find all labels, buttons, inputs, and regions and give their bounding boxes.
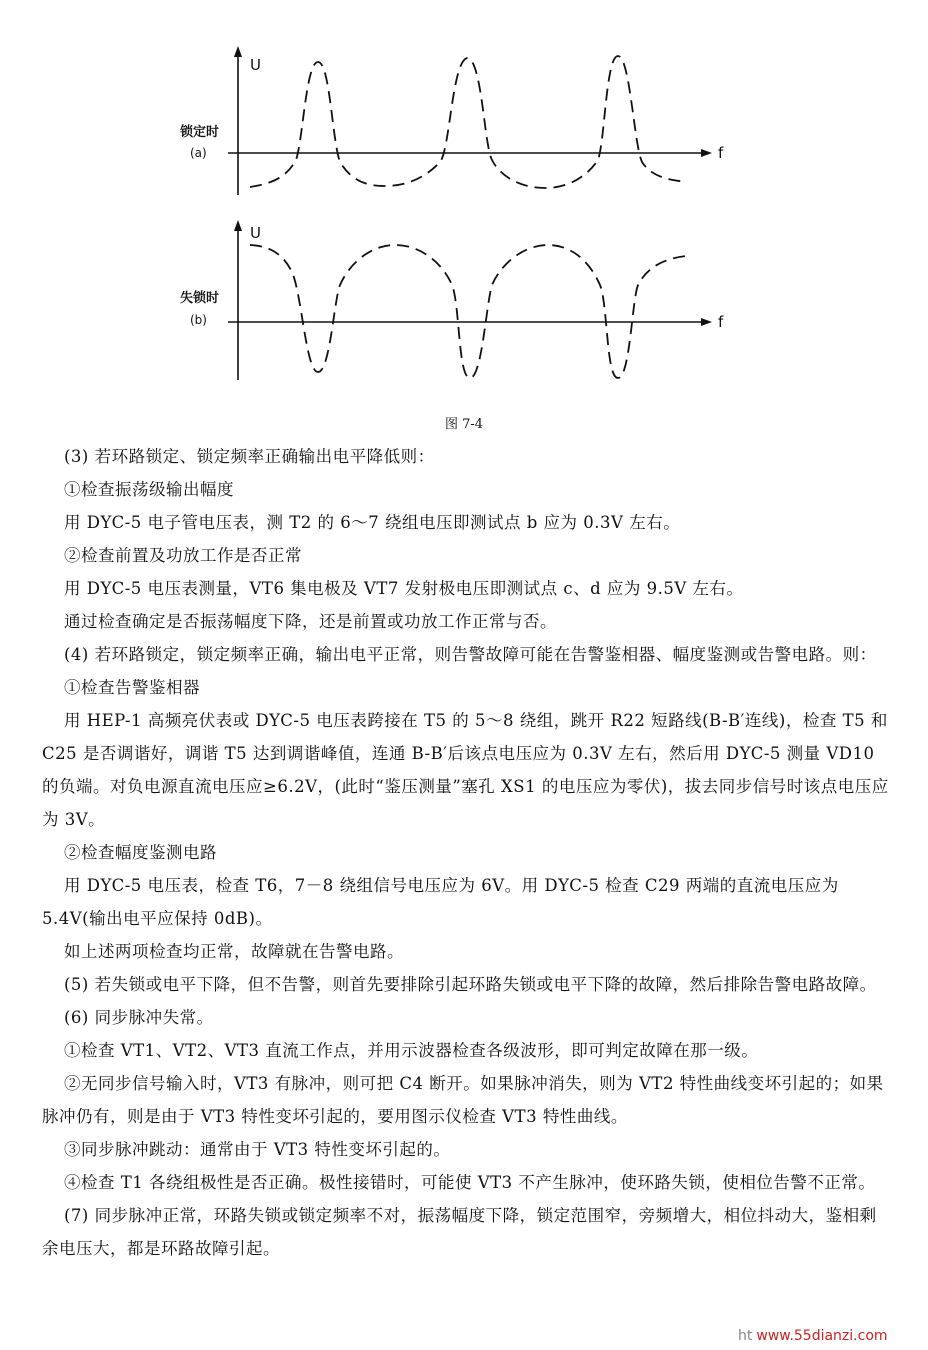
paragraph: ①检查告警鉴相器 (64, 678, 200, 697)
paragraph: 用 DYC-5 电子管电压表，测 T2 的 6～7 绕组电压即测试点 b 应为 0.3V 左右。 (64, 513, 681, 532)
paragraph: 用 DYC-5 电压表测量，VT6 集电极及 VT7 发射极电压即测试点 c、d 应为 9.5V 左右。 (64, 579, 744, 598)
paragraph: (7) 同步脉冲正常，环路失锁或锁定频率不对，振荡幅度下降，锁定范围窄，旁频增大，相位抖动大，鉴相剩余电压大，都是环路故障引起。 (42, 1206, 877, 1258)
paragraph: ③同步脉冲跳动：通常由于 VT3 特性变坏引起的。 (64, 1140, 451, 1159)
paragraph: (6) 同步脉冲失常。 (64, 1008, 214, 1027)
paragraph: 通过检查确定是否振荡幅度下降，还是前置或功放工作正常与否。 (64, 612, 557, 631)
body-text (42, 440, 890, 1265)
panel-b-unlocked-waveform (250, 245, 686, 378)
figure-caption: 图 7-4 (444, 417, 484, 432)
panel-a-locked-waveform (250, 56, 686, 188)
watermark-prefix: ht (738, 1328, 753, 1344)
paragraph: 用 HEP-1 高频亮伏表或 DYC-5 电压表跨接在 T5 的 5～8 绕组，跳开 R22 短路线(B-B′连线)，检查 T5 和 C25 是否调谐好，调谐 T5 达到调谐峰值，连通 B-B′后该点电压应为 0.3V 左右，然后用 DYC-5 测量 VD10 的负端。对负电源直流电压应≥6.2V，(此时“鉴压测量”塞孔 XS1 的电压应为零伏)，拔去同步信号时该点电压应为 3V。 (42, 711, 889, 829)
paragraph: ②检查前置及功放工作是否正常 (64, 546, 302, 565)
paragraph: ②检查幅度鉴测电路 (64, 843, 217, 862)
paragraph: (4) 若环路锁定，锁定频率正确，输出电平正常，则告警故障可能在告警鉴相器、幅度鉴测或告警电路。则： (64, 645, 877, 664)
panel-a-y-label: U (250, 56, 261, 74)
watermark-url[interactable]: www.55dianzi.com (756, 1328, 888, 1344)
panel-a-title: 锁定时 (180, 125, 220, 140)
paragraph: (3) 若环路锁定、锁定频率正确输出电平降低则： (64, 447, 435, 466)
panel-b-y-label: U (250, 224, 261, 242)
watermark (738, 1328, 888, 1344)
panel-b-sub: (b) (190, 313, 207, 327)
panel-b-x-arrow (701, 318, 712, 326)
paragraph: ②无同步信号输入时，VT3 有脉冲，则可把 C4 断开。如果脉冲消失，则为 VT2 特性曲线变坏引起的；如果脉冲仍有，则是由于 VT3 特性变坏引起的，要用图示仪检查 VT3 特性曲线。 (42, 1074, 884, 1126)
paragraph: ④检查 T1 各绕组极性是否正确。极性接错时，可能使 VT3 不产生脉冲，使环路失锁，使相位告警不正常。 (64, 1173, 876, 1192)
paragraph: (5) 若失锁或电平下降，但不告警，则首先要排除引起环路失锁或电平下降的故障，然后排除告警电路故障。 (64, 975, 877, 994)
paragraph: ①检查 VT1、VT2、VT3 直流工作点，并用示波器检查各级波形，即可判定故障在那一级。 (64, 1041, 759, 1060)
paragraph: ①检查振荡级输出幅度 (64, 480, 234, 499)
panel-b-x-label: f (718, 313, 724, 331)
panel-a-y-arrow (234, 46, 242, 57)
waveform-figure (0, 0, 928, 440)
panel-a-x-arrow (701, 149, 712, 157)
panel-b-y-arrow (234, 220, 242, 231)
panel-a-x-label: f (718, 144, 724, 162)
paragraph: 如上述两项检查均正常，故障就在告警电路。 (64, 942, 404, 961)
panel-b-title: 失锁时 (180, 291, 220, 306)
paragraph: 用 DYC-5 电压表，检查 T6，7－8 绕组信号电压应为 6V。用 DYC-5 检查 C29 两端的直流电压应为 5.4V(输出电平应保持 0dB)。 (42, 876, 839, 928)
panel-a-sub: (a) (190, 146, 207, 160)
